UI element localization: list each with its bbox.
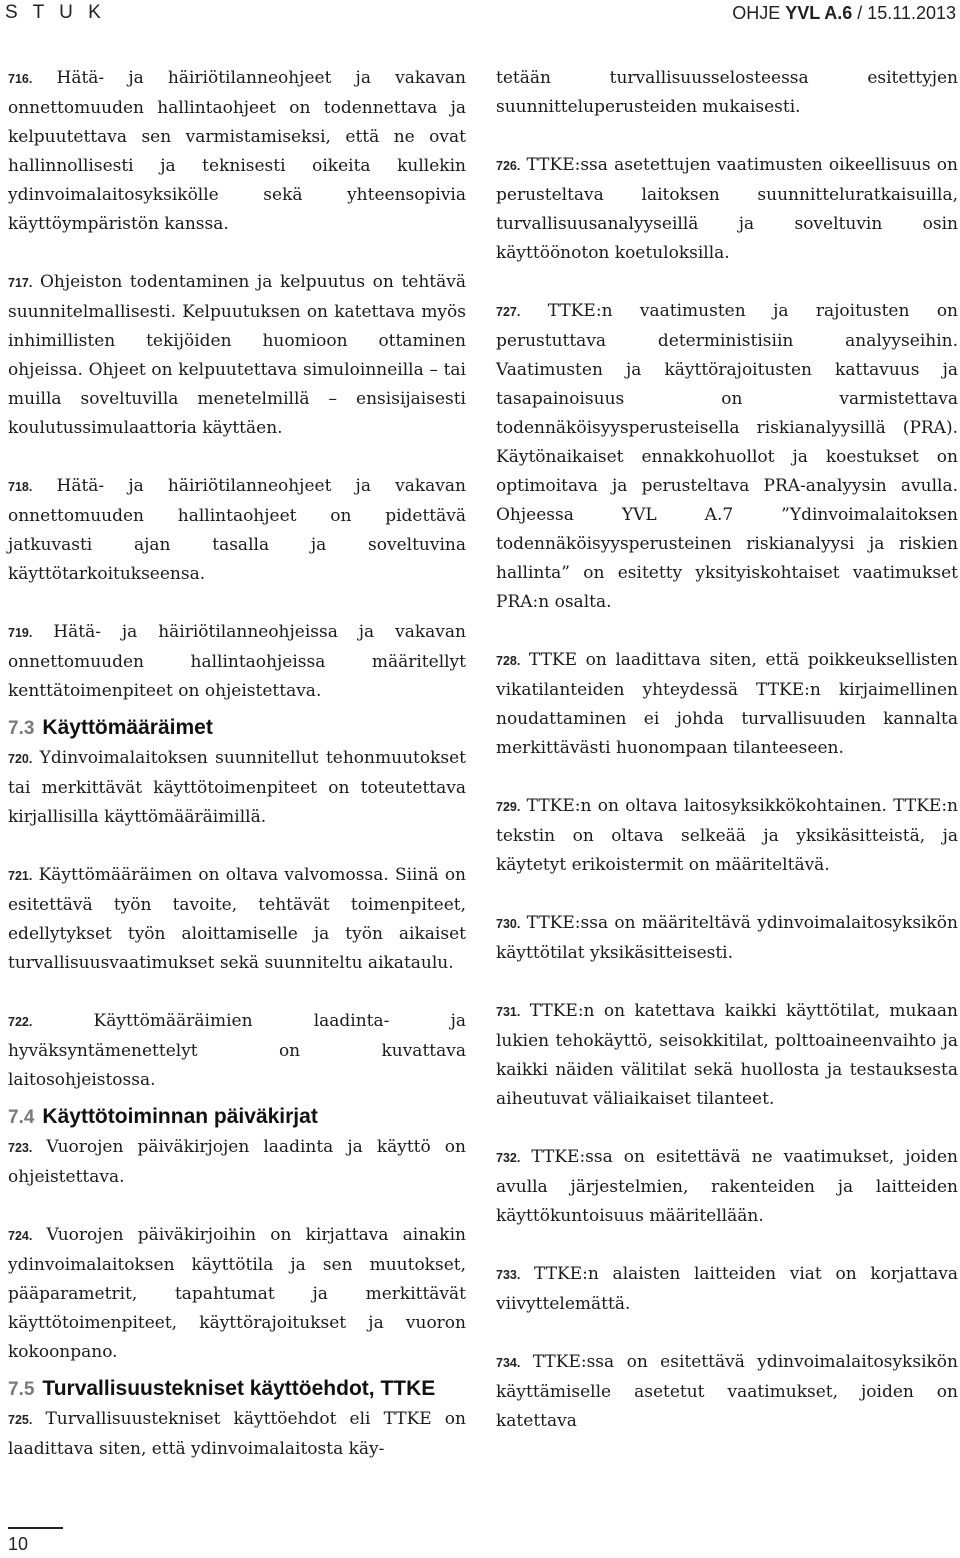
requirement-number: 724. <box>8 1229 33 1243</box>
requirement-number: 730. <box>496 917 521 931</box>
section-heading <box>8 1101 466 1133</box>
requirement-number: 723. <box>8 1141 33 1155</box>
requirement-text: Vuorojen päiväkirjoihin on kirjattava ainakin ydinvoimalaitoksen käyttötila ja sen muutokset, pääparametrit, tapahtumat ja merkittävät käyttötoimenpiteet, käyttörajoitukset ja vuoron kokoonpano. <box>8 1225 466 1362</box>
requirement-text: Hätä- ja häiriötilanneohjeissa ja vakavan onnettomuuden hallintaohjeissa määritellyt kenttätoimenpiteet on ohjeistettava. <box>8 622 466 701</box>
requirement-paragraph <box>8 744 466 832</box>
requirement-text: TTKE:ssa on määriteltävä ydinvoimalaitosyksikön käyttötilat yksikäsitteisesti. <box>496 913 958 963</box>
requirement-number: 726. <box>496 159 521 173</box>
requirement-paragraph <box>496 1348 958 1436</box>
section-title: Käyttömääräimet <box>42 716 213 739</box>
requirement-text: tetään turvallisuusselosteessa esitettyjen suunnitteluperusteiden mukaisesti. <box>496 68 958 117</box>
guide-label: OHJE <box>732 3 786 23</box>
requirement-number: 720. <box>8 752 33 766</box>
requirement-paragraph <box>8 861 466 978</box>
requirement-number: 718. <box>8 480 33 494</box>
section-title: Turvallisuustekniset käyttöehdot, TTKE <box>42 1377 436 1400</box>
requirement-paragraph <box>8 1221 466 1367</box>
section-number: 7.5 <box>8 1379 35 1400</box>
requirement-paragraph <box>8 1007 466 1095</box>
requirement-number: 721. <box>8 869 33 883</box>
requirement-number: 728. <box>496 654 521 668</box>
requirement-text: TTKE:n alaisten laitteiden viat on korjattava viivyttelemättä. <box>496 1264 958 1314</box>
requirement-text: Käyttömääräimien laadinta- ja hyväksyntämenettelyt on kuvattava laitosohjeistossa. <box>8 1011 466 1090</box>
requirement-number: 725. <box>8 1413 33 1427</box>
requirement-paragraph <box>496 997 958 1114</box>
requirement-number: 732. <box>496 1151 521 1165</box>
requirement-paragraph <box>496 1143 958 1231</box>
requirement-paragraph <box>496 792 958 880</box>
requirement-number: 731. <box>496 1005 521 1019</box>
requirement-number: 729. <box>496 800 521 814</box>
requirement-number: 727. <box>496 305 521 319</box>
requirement-text: TTKE:ssa on esitettävä ne vaatimukset, joiden avulla järjestelmien, rakenteiden ja laitteiden käyttökuntoisuus määritellään. <box>496 1147 958 1226</box>
footer-rule <box>8 1527 63 1529</box>
page-header <box>0 0 960 30</box>
guide-code: YVL A.6 <box>785 3 853 23</box>
requirement-number: 717. <box>8 276 33 290</box>
requirement-text: TTKE:n on katettava kaikki käyttötilat, mukaan lukien tehokäyttö, seisokkitilat, polttoaineenvaihto ja kaikki näiden välitilat sekä huollosta ja testauksesta aiheutuvat väliaikaiset tilanteet. <box>496 1001 958 1109</box>
requirement-text: Ydinvoimalaitoksen suunnitellut tehonmuutokset tai merkittävät käyttötoimenpiteet on toteutettava kirjallisilla käyttömääräimillä. <box>8 748 466 827</box>
guide-date: / 15.11.2013 <box>852 3 956 23</box>
section-number: 7.3 <box>8 718 35 739</box>
section-heading <box>8 1373 466 1405</box>
requirement-paragraph <box>496 646 958 763</box>
requirement-paragraph <box>8 1405 466 1464</box>
requirement-text: Käyttömääräimen on oltava valvomossa. Siinä on esitettävä työn tavoite, tehtävät toimenpiteet, edellytykset työn aloittamiselle ja työn aikaiset turvallisuusvaatimukset sekä suunniteltu aikataulu. <box>8 865 466 973</box>
requirement-text: TTKE:n on oltava laitosyksikkökohtainen. TTKE:n tekstin on oltava selkeää ja yksikäsitteistä, ja käytetyt erikoistermit on määriteltävä. <box>496 796 958 875</box>
requirement-number: 716. <box>8 72 33 86</box>
requirement-paragraph <box>496 64 958 122</box>
requirement-paragraph <box>496 909 958 968</box>
requirement-number: 733. <box>496 1268 521 1282</box>
requirement-text: Turvallisuustekniset käyttöehdot eli TTKE on laadittava siten, että ydinvoimalaitosta käy- <box>8 1409 466 1459</box>
requirement-paragraph <box>8 268 466 443</box>
requirement-paragraph <box>8 618 466 706</box>
section-number: 7.4 <box>8 1107 35 1128</box>
requirement-text: Hätä- ja häiriötilanneohjeet ja vakavan onnettomuuden hallintaohjeet on pidettävä jatkuvasti ajan tasalla ja soveltuvina käyttötarkoitukseensa. <box>8 476 466 584</box>
requirement-paragraph <box>496 1260 958 1319</box>
right-column <box>496 64 958 1465</box>
requirement-number: 734. <box>496 1356 521 1370</box>
guide-reference <box>732 3 956 24</box>
requirement-number: 719. <box>8 626 33 640</box>
requirement-paragraph <box>8 1133 466 1192</box>
requirement-text: Vuorojen päiväkirjojen laadinta ja käyttö on ohjeistettava. <box>8 1137 466 1187</box>
requirement-text: TTKE:ssa asetettujen vaatimusten oikeellisuus on perusteltava laitoksen suunnitteluratkaisuilla, turvallisuusanalyyseillä ja soveltuvin osin käyttöönoton koetuloksilla. <box>496 155 958 263</box>
page-number: 10 <box>8 1534 29 1554</box>
section-title: Käyttötoiminnan päiväkirjat <box>42 1105 318 1128</box>
publisher-name: S T U K <box>5 2 106 23</box>
section-heading <box>8 712 466 744</box>
requirement-paragraph <box>8 472 466 589</box>
requirement-text: Hätä- ja häiriötilanneohjeet ja vakavan onnettomuuden hallintaohjeet on todennettava ja kelpuutettava sen varmistamiseksi, että ne ovat hallinnollisesti ja teknisesti oikeita kullekin ydinvoimalaitosyksikölle sekä yhteensopivia käyttöympäristön kanssa. <box>8 68 466 234</box>
requirement-text: Ohjeiston todentaminen ja kelpuutus on tehtävä suunnitelmallisesti. Kelpuutuksen on katettava myös inhimillisten tekijöiden huomioon ottaminen ohjeissa. Ohjeet on kelpuutettava simuloinneilla – tai muilla soveltuvilla menetelmillä – ensisijaisesti koulutussimulaattoria käyttäen. <box>8 272 466 438</box>
requirement-paragraph <box>8 64 466 239</box>
requirement-text: TTKE:ssa on esitettävä ydinvoimalaitosyksikön käyttämiselle asetetut vaatimukset, joiden on katettava <box>496 1352 958 1431</box>
requirement-paragraph <box>496 151 958 268</box>
requirement-paragraph <box>496 297 958 617</box>
requirement-number: 722. <box>8 1015 33 1029</box>
requirement-text: TTKE on laadittava siten, että poikkeuksellisten vikatilanteiden yhteydessä TTKE:n kirjaimellinen noudattaminen ei johda turvallisuuden kannalta merkittävästi huonompaan tilanteeseen. <box>496 650 958 758</box>
requirement-text: TTKE:n vaatimusten ja rajoitusten on perustuttava deterministisiin analyyseihin. Vaatimusten ja käyttörajoitusten kattavuus ja tasapainoisuus on varmistettava todennäköisyysperusteisella riskianalyysillä (PRA). Käytönaikaiset ennakkohuollot ja koestukset on optimoitava ja perusteltava PRA-analyysin avulla. Ohjeessa YVL A.7 ”Ydinvoimalaitoksen todennäköisyysperusteinen riskianalyysi ja riskien hallinta” on esitetty yksityiskohtaiset vaatimukset PRA:n osalta. <box>496 301 958 612</box>
left-column <box>8 64 466 1493</box>
